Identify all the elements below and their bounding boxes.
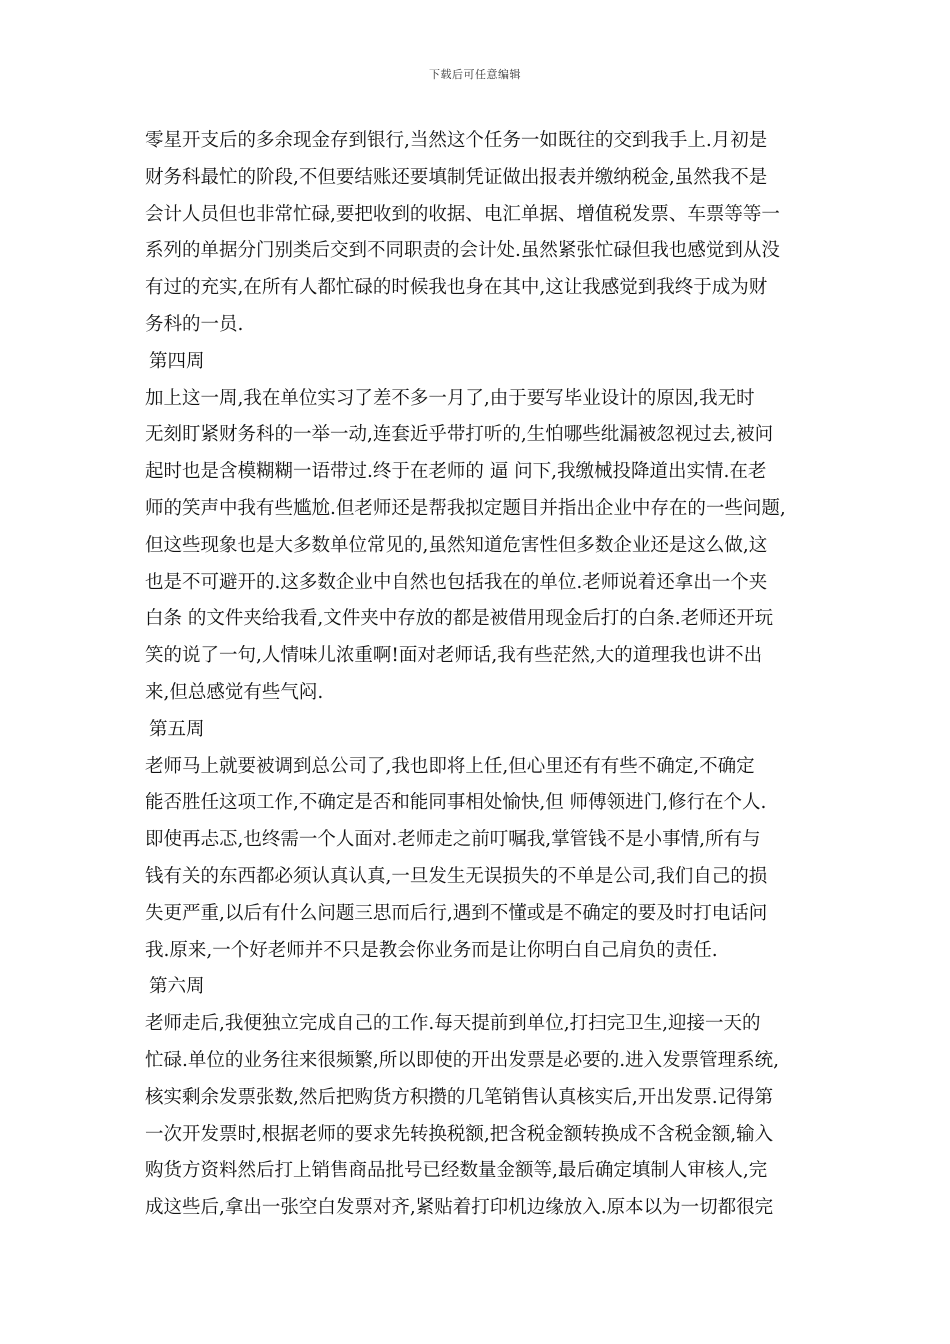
text-line: 即使再忐忑,也终需一个人面对.老师走之前叮嘱我,掌管钱不是小事情,所有与 (145, 829, 761, 851)
text-line: 但这些现象也是大多数单位常见的,虽然知道危害性但多数企业还是这么做,这 (145, 534, 768, 556)
text-line: 也是不可避开的.这多数企业中自然也包括我在的单位.老师说着还拿出一个夹 (145, 571, 768, 593)
text-line: 零星开支后的多余现金存到银行,当然这个任务一如既往的交到我手上.月初是 (145, 130, 768, 151)
text-line: 务科的一员. (145, 313, 244, 335)
text-line: 失更严重,以后有什么问题三思而后行,遇到不懂或是不确定的要及时打电话问 (145, 902, 768, 924)
text-line: 忙碌.单位的业务往来很频繁,所以即使的开出发票是必要的.进入发票管理系统, (145, 1049, 780, 1071)
text-line: 购货方资料然后打上销售商品批号已经数量金额等,最后确定填制人审核人,完 (145, 1160, 768, 1182)
text-line: 钱有关的东西都必须认真认真,一旦发生无误损失的不单是公司,我们自己的损 (145, 865, 768, 887)
text-line: 会计人员但也非常忙碌,要把收到的收据、电汇单据、增值税发票、车票等等一 (145, 203, 780, 225)
text-line: 成这些后,拿出一张空白发票对齐,紧贴着打印机边缘放入.原本以为一切都很完 (145, 1197, 774, 1219)
text-line: 有过的充实,在所有人都忙碌的时候我也身在其中,这让我感觉到我终于成为财 (145, 277, 768, 299)
text-line: 系列的单据分门别类后交到不同职责的会计处.虽然紧张忙碌但我也感觉到从没 (145, 240, 780, 262)
text-line: 加上这一周,我在单位实习了差不多一月了,由于要写毕业设计的原因,我无时 (145, 387, 755, 409)
text-line: 我.原来,一个好老师并不只是教会你业务而是让你明白自己肩负的责任. (145, 939, 718, 961)
text-line: 财务科最忙的阶段,不但要结账还要填制凭证做出报表并缴纳税金,虽然我不是 (145, 166, 768, 188)
text-line: 一次开发票时,根据老师的要求先转换税额,把含税金额转换成不含税金额,输入 (145, 1123, 774, 1145)
section-heading-week5: 第五周 (149, 718, 205, 740)
text-line: 无刻盯紧财务科的一举一动,连套近乎带打听的,生怕哪些纰漏被忽视过去,被问 (145, 424, 774, 446)
section-heading-week6: 第六周 (149, 976, 205, 998)
text-line: 起时也是含模糊糊一语带过.终于在老师的 逼 问下,我缴械投降道出实情.在老 (145, 461, 767, 483)
text-line: 能否胜任这项工作,不确定是否和能同事相处愉快,但 师傅领进门,修行在个人. (145, 792, 767, 814)
header-note: 下载后可任意编辑 (429, 68, 521, 81)
document-body (145, 123, 817, 1227)
text-line: 白条 的文件夹给我看,文件夹中存放的都是被借用现金后打的白条.老师还开玩 (145, 608, 774, 630)
text-line: 老师马上就要被调到总公司了,我也即将上任,但心里还有有些不确定,不确定 (145, 755, 755, 777)
section-heading-week4: 第四周 (149, 350, 205, 372)
text-line: 笑的说了一句,人情味儿浓重啊!面对老师话,我有些茫然,大的道理我也讲不出 (145, 645, 763, 667)
text-line: 老师走后,我便独立完成自己的工作.每天提前到单位,打扫完卫生,迎接一天的 (145, 1013, 761, 1035)
text-line: 核实剩余发票张数,然后把购货方积攒的几笔销售认真核实后,开出发票.记得第 (145, 1086, 774, 1108)
text-line: 师的笑声中我有些尴尬.但老师还是帮我拟定题目并指出企业中存在的一些问题, (145, 497, 786, 519)
text-line: 来,但总感觉有些气闷. (145, 681, 324, 703)
